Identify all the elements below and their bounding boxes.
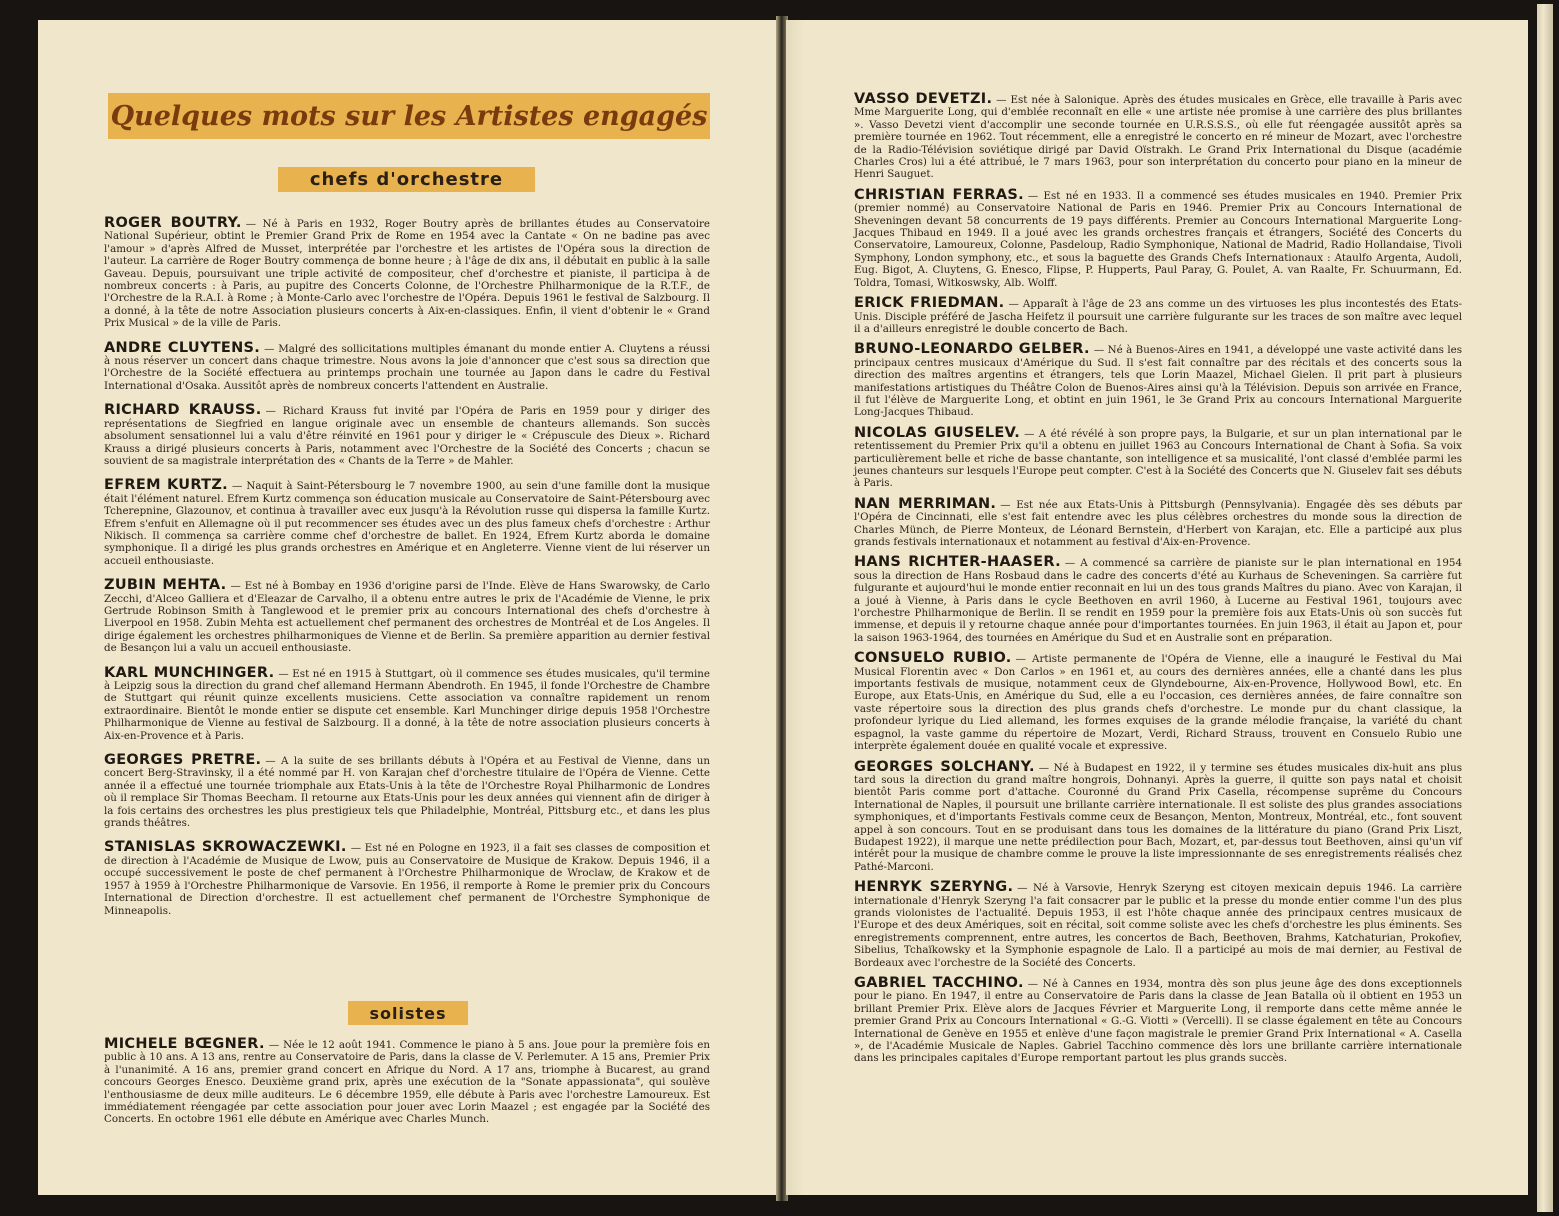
artist-entry bbox=[854, 556, 1462, 644]
artist-name: BRUNO-LEONARDO GELBER. bbox=[854, 341, 1090, 358]
artist-name: GEORGES PRETRE. bbox=[104, 752, 262, 769]
artist-bio: — A commencé sa carrière de pianiste sur le plan international en 1954 sous la direction de Hans Rosbaud dans le cadre des concerts d'été au Kurhaus de Scheveningen. Sa carrière fut fulgurante et aujourd'hui le monde entier reconnait en lui un des tous grands Maîtres du piano. Avec von Karajan, il a joué à Vienne, à Paris dans le cycle Beethoven en avril 1960, à Lucerne au Festival 1961, toujours avec l'orchestre Philharmonique de Berlin. Il se rendit en 1959 pour la première fois aux Etats-Unis où son succès fut immense, et depuis il y retourne chaque année pour d'importantes tournées. En juin 1963, il était au Japon et, pour la saison 1963-1964, des tournées en Amérique du Sud et en Australie sont en préparation. bbox=[854, 557, 1463, 644]
artist-name: ERICK FRIEDMAN. bbox=[854, 295, 1005, 312]
artist-name: CONSUELO RUBIO. bbox=[854, 650, 1012, 667]
artist-bio: — Artiste permanente de l'Opéra de Vienne, elle a inauguré le Festival du Mai Musical Florentin avec « Don Carlos » en 1961 et, au cours des dernières années, elle a chanté dans les plus importants festivals de musique, notamment ceux de Glyndebourne, Aix-en-Provence, Hollywood Bowl, etc. En Europe, aux Etats-Unis, en Amérique du Sud, elle a eu l'occasion, ces dernières années, de faire connaître son vaste répertoire sous la direction des plus grands chefs d'orchestre. Le monde pur du chant classique, la profondeur lyrique du Lied allemand, les formes exquises de la grande mélodie française, la variété du chant espagnol, la vaste gamme du répertoire de Mozart, Verdi, Richard Strauss, trouvent en Consuelo Rubio une interprète également douée en qualité vocale et expressive. bbox=[854, 653, 1462, 753]
artist-name: RICHARD KRAUSS. bbox=[104, 402, 262, 419]
artist-bio: — Naquit à Saint-Pétersbourg le 7 novembre 1900, au sein d'une famille dont la musique était l'élément naturel. Efrem Kurtz commença son éducation musicale au Conservatoire de Saint-Pétersbourg avec Tcherepnine, Glazounov, et continua à travailler avec eux jusqu'à la Révolution russe qui dispersa la famille Kurtz. Efrem s'enfuit en Allemagne où il put recommencer ses études avec un des plus fameux chefs d'orchestre : Arthur Nikisch. Il commença sa carrière comme chef d'orchestre de ballet. En 1924, Efrem Kurtz aborda le domaine symphonique. Il a dirigé les plus grands orchestres en Amérique et en Angleterre. Vienne vient de lui réserver un accueil enthousiaste. bbox=[104, 480, 710, 567]
artist-entry bbox=[854, 881, 1462, 969]
artist-name: ZUBIN MEHTA. bbox=[104, 577, 227, 594]
artist-name: MICHELE BŒGNER. bbox=[104, 1036, 265, 1052]
artist-bio: — Née le 12 août 1941. Commence le piano à 5 ans. Joue pour la première fois en public à 10 ans. A 13 ans, rentre au Conservatoire de Paris, dans la classe de V. Perlemuter. A 15 ans, Premier Prix à l'unanimité. A 16 ans, premier grand concert en Afrique du Nord. A 17 ans, triomphe à Bucarest, au grand concours Georges Enesco. Deuxième grand prix, après une exécution de la "Sonate appassionata", qui soulève l'enthousiasme de deux mille auditeurs. Le 6 décembre 1959, elle débute à Paris avec l'orchestre Lamoureux. Est immédiatement réengagée par cette association pour jouer avec Lorin Maazel ; est engagée par la Société des Concerts. En octobre 1961 elle débute en Amérique avec Charles Munch. bbox=[104, 1039, 711, 1126]
artist-name: GABRIEL TACCHINO. bbox=[854, 975, 1024, 991]
artist-name: ROGER BOUTRY. bbox=[104, 215, 242, 231]
artist-bio: — Né à Buenos-Aires en 1941, a développé une vaste activité dans les principaux centres musicaux d'Amérique du Sud. Il s'est fait connaître par des récitals et des concerts sous la direction des maîtres argentins et étrangers, tels que Lorin Maazel, Michael Gielen. Il prit part à plusieurs manifestations artistiques du Théâtre Colon de Buenos-Aires ainsi qu'à la Télévision. Depuis son arrivée en France, il fut l'élève de Marguerite Long, et obtint en juin 1961, le 3e Grand Prix au concours International Marguerite Long-Jacques Thibaud. bbox=[854, 344, 1462, 419]
artist-name: NICOLAS GIUSELEV. bbox=[854, 424, 1021, 441]
right-page bbox=[786, 20, 1528, 1195]
artist-entry bbox=[104, 841, 710, 916]
section-heading-chefs: chefs d'orchestre bbox=[278, 167, 535, 192]
artist-entry bbox=[104, 754, 710, 829]
artist-bio: — Né à Paris en 1932, Roger Boutry après de brillantes études au Conservatoire National Supérieur, obtint le Premier Grand Prix de Rome en 1954 avec la Cantate « On ne badine pas avec l'amour » d'après Alfred de Musset, interprétée par l'orchestre et les artistes de l'Opéra sous la direction de l'auteur. La carrière de Roger Boutry commença de bonne heure ; à l'âge de dix ans, il débutait en public à la salle Gaveau. Depuis, poursuivant une triple activité de compositeur, chef d'orchestre et pianiste, il participa à de nombreux concerts : à Paris, au pupitre des Concerts Colonne, de l'Orchestre Philharmonique de la R.T.F., de l'Orchestre de la R.A.I. à Rome ; à Monte-Carlo avec l'orchestre de l'Opéra. Depuis 1961 le festival de Salzbourg. Il a donné, à la tête de notre Association plusieurs concerts à Aix-en-classiques. Enfin, il vient d'obtenir le « Grand Prix Musical » de la ville de Paris. bbox=[104, 218, 710, 330]
artist-name: HANS RICHTER-HAASER. bbox=[854, 554, 1061, 571]
artist-entry bbox=[854, 424, 1462, 490]
artist-entry bbox=[104, 339, 710, 393]
chefs-list bbox=[104, 217, 710, 929]
page-edge bbox=[1537, 4, 1553, 1212]
artist-name: GEORGES SOLCHANY. bbox=[854, 758, 1035, 775]
artist-name: HENRYK SZERYNG. bbox=[854, 879, 1014, 896]
artist-bio: — Né à Varsovie, Henryk Szeryng est citoyen mexicain depuis 1946. La carrière internationale d'Henryk Szeryng l'a fait consacrer par le public et la presse du monde entier comme l'un des plus grands violonistes de l'actualité. Depuis 1953, il est l'hôte chaque année des principaux centres musicaux de l'Europe et des deux Amériques, soit en récital, soit comme soliste avec les chefs d'orchestre les plus éminents. Ses enregistrements comprennent, entre autres, les concertos de Bach, Beethoven, Brahms, Katchaturian, Prokofiev, Sibelius, Tchaïkowsky et la Symphonie espagnole de Lalo. Il a participé au mois de mai dernier, au Festival de Bordeaux avec l'orchestre de la Société des Concerts. bbox=[854, 882, 1462, 969]
section-heading-solistes: solistes bbox=[348, 1001, 468, 1025]
artist-bio: — Est né en 1915 à Stuttgart, où il commence ses études musicales, qu'il termine à Leipzig sous la direction du grand chef allemand Hermann Abendroth. En 1945, il fonde l'Orchestre de Chambre de Stuttgart qui réunit quinze excellents musiciens. Cette association va connaître rapidement un renom extraordinaire. Bientôt le monde entier se dispute cet ensemble. Karl Munchinger dirige depuis 1958 l'Orchestre Philharmonique de Vienne au festival de Salzbourg. Il a donné, à la tête de notre association plusieurs concerts à Aix-en-Provence et à Paris. bbox=[104, 667, 710, 742]
page-title: Quelques mots sur les Artistes engagés bbox=[108, 93, 710, 139]
solistes-list-left bbox=[104, 1038, 710, 1138]
artist-entry bbox=[854, 495, 1462, 549]
artist-entry bbox=[854, 297, 1462, 335]
artist-entry bbox=[104, 664, 710, 742]
artist-entry bbox=[104, 579, 710, 654]
artist-bio: — Richard Krauss fut invité par l'Opéra de Paris en 1959 pour y diriger des représentations de Siegfried en langue originale avec un ensemble de chanteurs allemands. Son succès absolument sensationnel lui a valu d'être réinvité en 1961 pour y diriger le « Crépuscule des Dieux ». Richard Krauss a dirigé plusieurs concerts à Paris, notamment avec l'Orchestre de la Société des Concerts ; chacun se souvient de sa magistrale interprétation des « Chants de la Terre » de Mahler. bbox=[104, 405, 710, 467]
artist-bio: — Né à Cannes en 1934, montra dès son plus jeune âge des dons exceptionnels pour le piano. En 1947, il entre au Conservatoire de Paris dans la classe de Jean Batalla où il obtient en 1953 un brillant Premier Prix. Elève alors de Jacques Février et Marguerite Long, il remporte dans cette même année le premier Grand Prix au Concours International « G.-G. Viotti » (Vercelli). Il se classe également en tête au Concours International de Genève en 1955 et enlève d'une façon magistrale le premier Grand Prix International « A. Casella », de l'Académie Musicale de Naples. Gabriel Tacchino commence dès lors une brillante carrière internationale dans les principales capitales d'Europe remportant partout les plus grands succès. bbox=[854, 978, 1463, 1065]
artist-entry bbox=[104, 479, 710, 567]
artist-entry bbox=[104, 1038, 710, 1126]
artist-entry bbox=[854, 343, 1462, 418]
artist-entry bbox=[854, 977, 1462, 1065]
artist-bio: — Apparaît à l'âge de 23 ans comme un des virtuoses les plus incontestés des Etats-Unis. Disciple préféré de Jascha Heifetz il poursuit une carrière fulgurante sur les traces de son maître avec lequel il a d'ailleurs enregistré le double concerto de Bach. bbox=[854, 298, 1463, 335]
artist-bio: — Est né à Bombay en 1936 d'origine parsi de l'Inde. Elève de Hans Swarowsky, de Carlo Zecchi, d'Alceo Galliera et d'Eleazar de Carvalho, il a obtenu entre autres le prix de l'Académie de Vienne, le prix Gertrude Robinson Smith à Tanglewood et le premier prix au concours International des chefs d'orchestre à Liverpool en 1958. Zubin Mehta est actuellement chef permanent des orchestres de Montréal et de Los Angeles. Il dirige également les orchestres philharmoniques de Vienne et de Berlin. Sa première apparition au dernier festival de Besançon lui a valu un accueil enthousiaste. bbox=[104, 580, 710, 655]
artist-entry bbox=[104, 404, 710, 467]
artist-entry bbox=[104, 217, 710, 330]
artist-name: KARL MUNCHINGER. bbox=[104, 664, 275, 681]
artist-entry bbox=[854, 758, 1462, 874]
artist-bio: — Est née à Salonique. Après des études musicales en Grèce, elle travaille à Paris avec Mme Marguerite Long, qui d'emblée reconnaît en elle « une artiste née promise à une carrière des plus brillantes ». Vasso Devetzi vient d'accomplir une seconde tournée en U.R.S.S.S., où elle fut réengagée aussitôt après sa première tournée en 1962. Tout récemment, elle a enregistré le concerto en ré mineur de Mozart, avec l'orchestre de la Radio-Télévision soviétique dirigé par David Oïstrakh. Le Grand Prix International du Disque (académie Charles Cros) lui a été attribué, le 7 mars 1963, pour son interprétation du concerto pour piano en la mineur de Henri Sauguet. bbox=[854, 94, 1462, 181]
artist-name: CHRISTIAN FERRAS. bbox=[854, 186, 1024, 203]
artist-bio: — Est né en Pologne en 1923, il a fait ses classes de composition et de direction à l'Académie de Musique de Lwow, puis au Conservatoire de Musique de Krakow. Depuis 1946, il a occupé successivement le poste de chef permanent à l'Orchestre Philharmonique de Wroclaw, de Krakow et de 1957 à 1959 à l'Orchestre Philharmonique de Varsovie. En 1956, il remporte à Rome le premier prix du Concours International de Direction d'orchestre. Il est actuellement chef permanent de l'Orchestre Symphonique de Minneapolis. bbox=[104, 842, 710, 917]
artist-name: VASSO DEVETZI. bbox=[854, 91, 993, 107]
artist-bio: — A la suite de ses brillants débuts à l'Opéra et au Festival de Vienne, dans un concert Berg-Stravinsky, il a été nommé par H. von Karajan chef d'orchestre titulaire de l'Opéra de Vienne. Cette année il a effectué une tournée triomphale aux Etats-Unis à la tête de l'Orchestre Royal Philharmonic de Londres où il remplace Sir Thomas Beecham. Il retourne aux Etats-Unis pour les deux années qui viennent afin de diriger à la fois certains des orchestres les plus prestigieux tels que Philadelphie, Montréal, Pittsburg etc., et dans les plus grands théâtres. bbox=[104, 755, 710, 830]
artist-name: STANISLAS SKROWACZEWKI. bbox=[104, 839, 347, 856]
artist-name: NAN MERRIMAN. bbox=[854, 495, 997, 512]
artist-bio: — Est née aux Etats-Unis à Pittsburgh (Pennsylvania). Engagée dès ses débuts par l'Opéra de Cincinnati, elle s'est fait entendre avec les plus célèbres orchestres du monde sous la direction de Charles Münch, de Pierre Monteux, de Léonard Bernstein, d'Herbert von Karajan, etc. Elle a participé aux plus grands festivals internationaux et notamment au festival d'Aix-en-Provence. bbox=[854, 498, 1462, 548]
artist-name: EFREM KURTZ. bbox=[104, 477, 228, 494]
solistes-list-right bbox=[854, 93, 1462, 1073]
artist-bio: — Malgré des sollicitations multiples émanant du monde entier A. Cluytens a réussi à nous réserver un concert dans chaque trimestre. Nous avons la joie d'annoncer que c'est sous sa direction que l'Orchestre de la Société effectuera au printemps prochain une tournée au Japon dans le cadre du Festival International d'Osaka. Aussitôt après de nombreux concerts l'attendent en Australie. bbox=[104, 342, 710, 392]
artist-name: ANDRE CLUYTENS. bbox=[104, 339, 261, 356]
artist-entry bbox=[854, 186, 1462, 289]
artist-entry bbox=[854, 93, 1462, 181]
artist-bio: — A été révélé à son propre pays, la Bulgarie, et sur un plan international par le retentissement du Premier Prix qu'il a obtenu en juillet 1963 au Concours International de Chant à Sofia. Sa voix particulièrement belle et riche de basse chantante, son intelligence et sa musicalité, l'ont classé d'emblée parmi les jeunes chanteurs sur lesquels l'Europe peut compter. C'est à la Société des Concerts que N. Giuselev fait ses débuts à Paris. bbox=[854, 427, 1462, 490]
artist-entry bbox=[854, 652, 1462, 752]
artist-bio: — Est né en 1933. Il a commencé ses études musicales en 1940. Premier Prix (premier nommé) au Conservatoire National de Paris en 1946. Premier Prix au Concours International de Sheveningen devant 58 concurrents de 19 pays différents. Premier au Concours International Marguerite Long-Jacques Thibaud en 1949. Il a joué avec les grands orchestres français et étrangers, Société des Concerts du Conservatoire, Lamoureux, Colonne, Pasdeloup, Radio Symphonique, National de Madrid, Radio Hollandaise, Tivoli Symphony, London symphony, etc., et sous la baguette des Grands Chefs Internationaux : Ataulfo Argenta, Audoli, Eug. Bigot, A. Cluytens, G. Enesco, Flipse, P. Hupperts, Paul Paray, G. Poulet, A. van Raalte, Fr. Schuurmann, Ed. Toldra, Tomasi, Witkoswsky, Alb. Wolff. bbox=[854, 189, 1462, 289]
left-page bbox=[38, 20, 778, 1195]
artist-bio: — Né à Budapest en 1922, il y termine ses études musicales dix-huit ans plus tard sous la direction du grand maître hongrois, Dohnanyi. Après la guerre, il quitte son pays natal et choisit bientôt Paris comme port d'attache. Couronné du Grand Prix Casella, récompense suprême du Concours International de Naples, il poursuit une brillante carrière internationale. Il est soliste des plus grandes associations symphoniques, et d'importants Festivals comme ceux de Besançon, Menton, Montreux, Montréal, etc., font souvent appel à son concours. Tout en se produisant dans tous les domaines de la littérature du piano (Grand Prix Liszt, Budapest 1922), il marque une nette prédilection pour Bach, Mozart, et, par-dessus tout Beethoven, ainsi qu'un vif intérêt pour la musique de chambre comme le prouve la liste impressionnante de ses enregistrements réalisés chez Pathé-Marconi. bbox=[854, 761, 1462, 873]
